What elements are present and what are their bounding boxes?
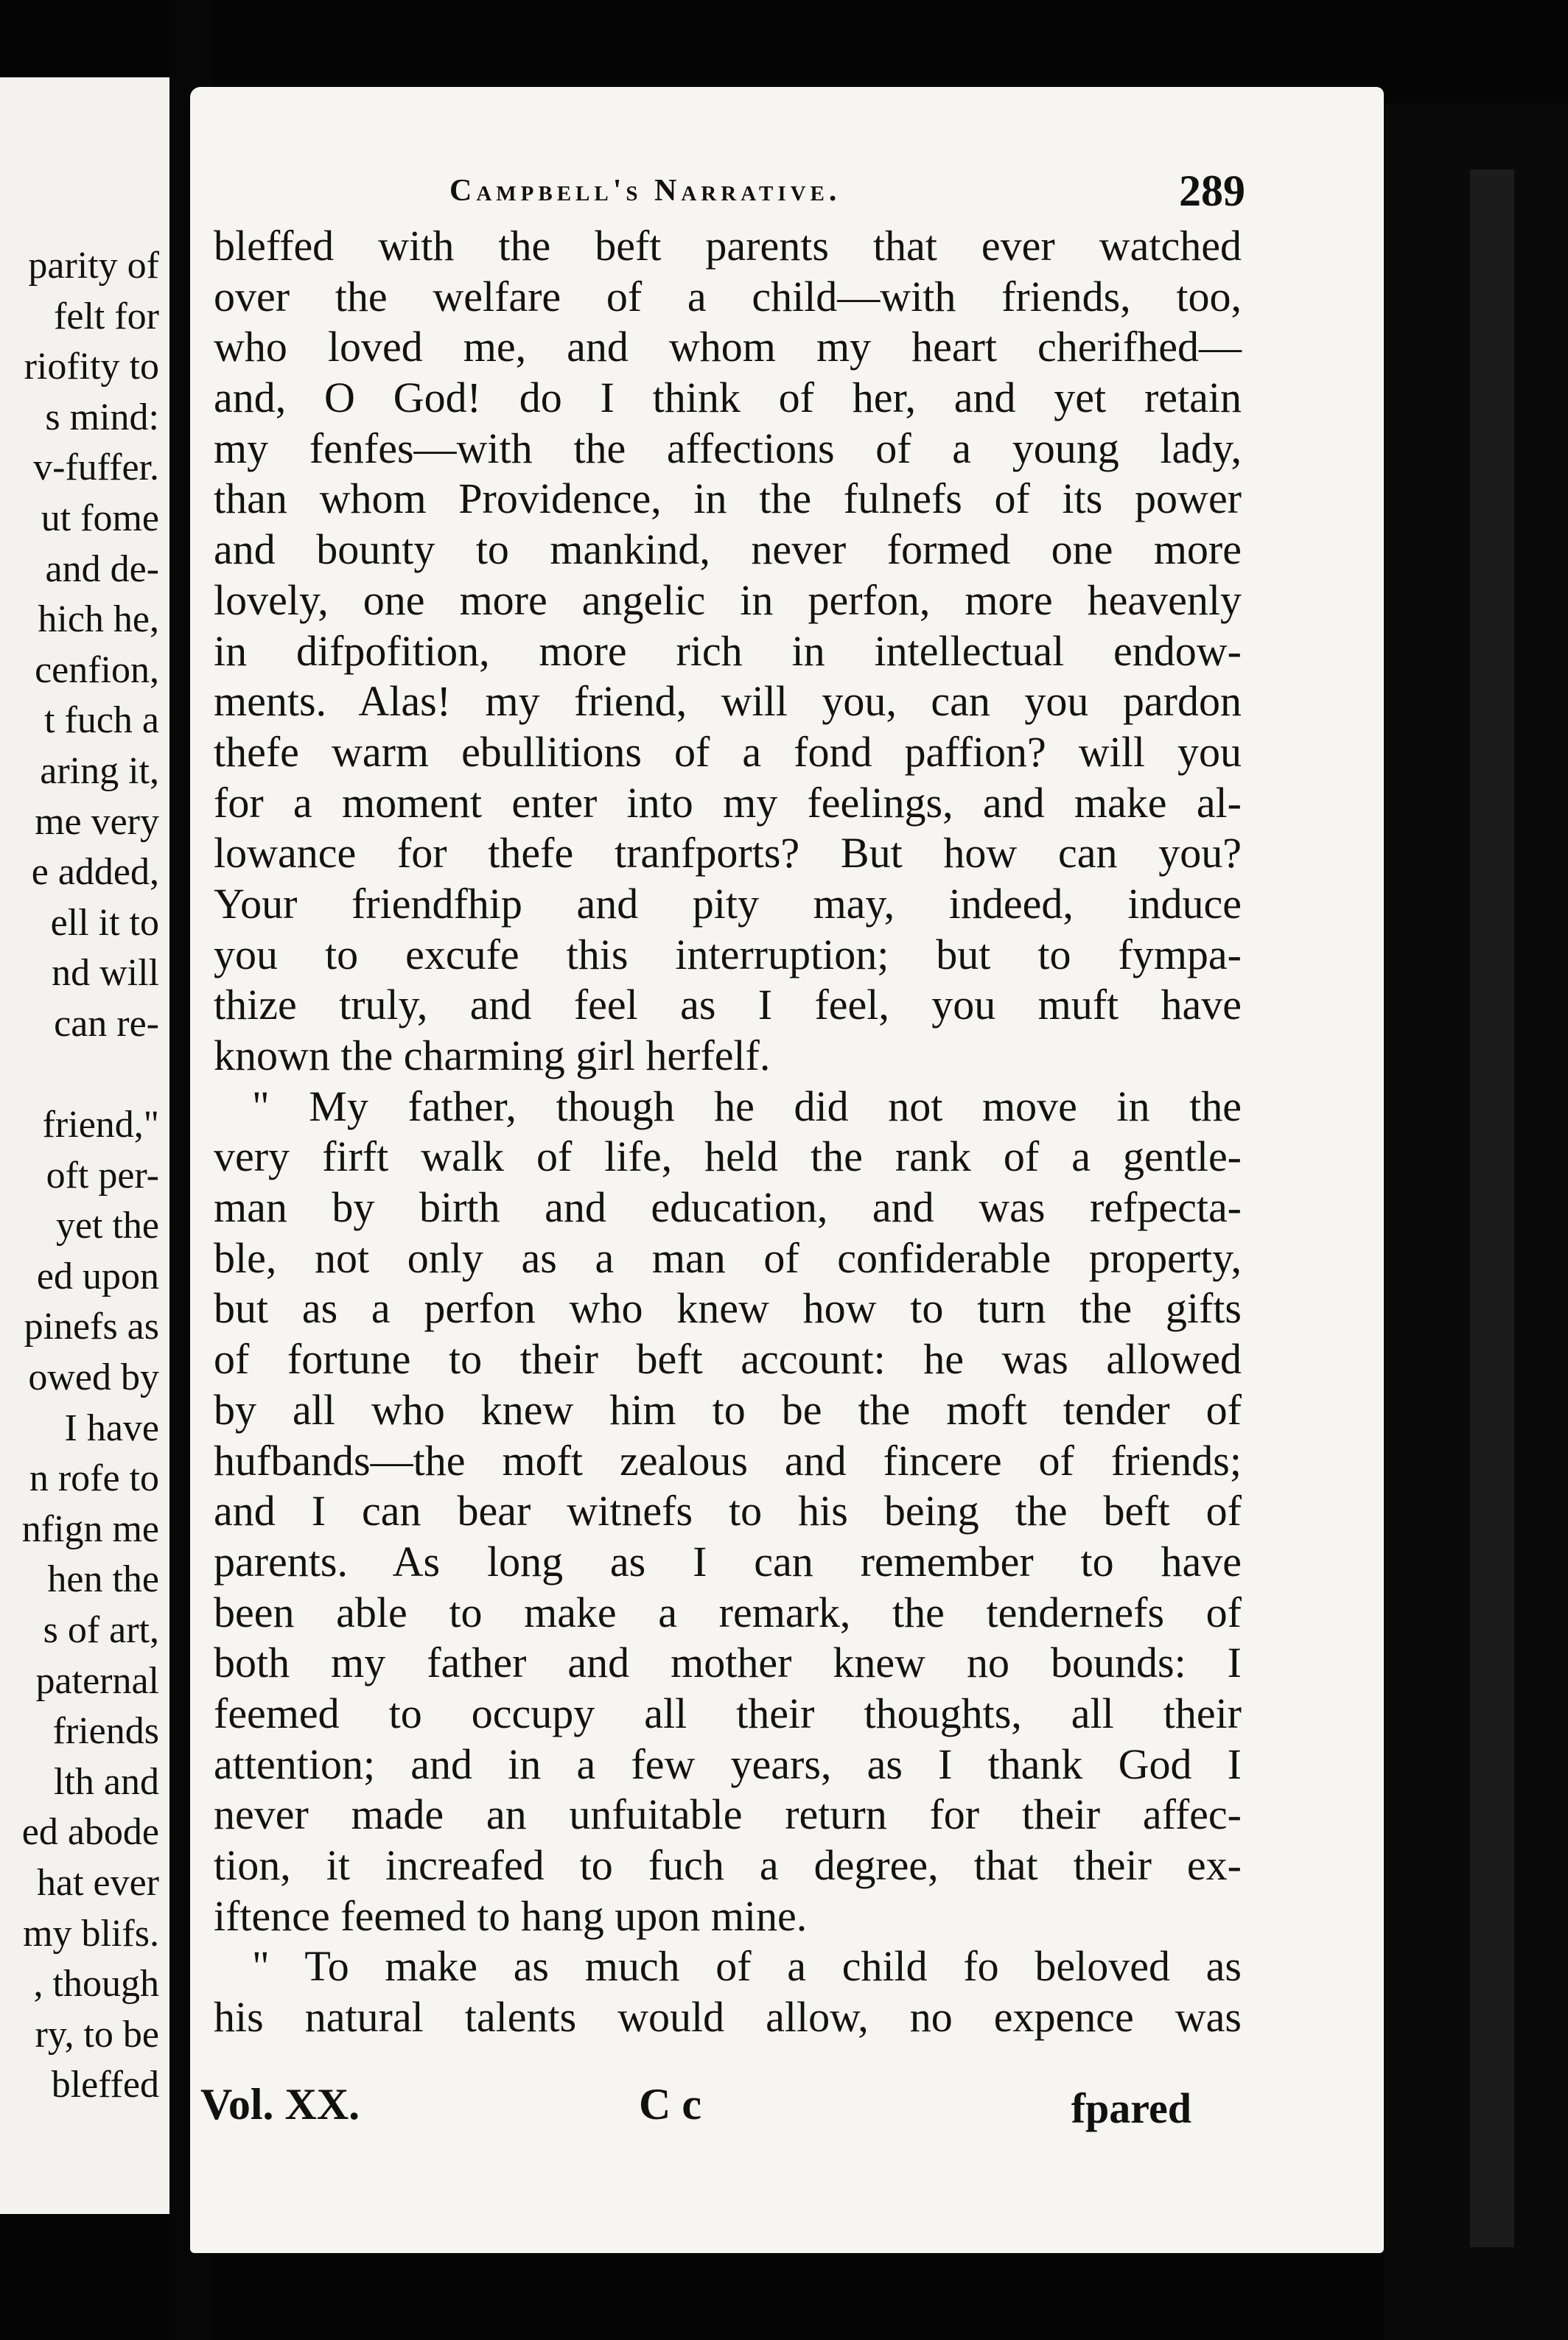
previous-page-line: felt for (54, 295, 159, 337)
previous-page-line: bleffed (51, 2064, 159, 2106)
previous-page-line: lth and (54, 1760, 159, 1803)
body-line: ble, not only as a man of confiderable property, (214, 1233, 1242, 1282)
previous-page-line: hen the (47, 1558, 159, 1601)
previous-page-line: hich he, (38, 598, 159, 641)
body-line: parents. As long as I can remember to have (214, 1537, 1242, 1586)
previous-page-line: e added, (31, 851, 159, 894)
body-line: lowance for thefe tranfports? But how can you? (214, 829, 1242, 878)
body-line: tion, it increafed to fuch a degree, that their ex- (214, 1841, 1242, 1889)
body-line: " My father, though he did not move in the (252, 1082, 1242, 1130)
previous-page-line: my blifs. (23, 1912, 159, 1955)
previous-page-line: parity of (28, 245, 159, 287)
previous-page-line: , though (33, 1963, 159, 2006)
body-line: you to excufe this interruption; but to fympa- (214, 930, 1242, 978)
body-line: attention; and in a few years, as I thank God I (214, 1740, 1242, 1788)
body-line: known the charming girl herfelf. (214, 1031, 771, 1079)
previous-page-line: t fuch a (44, 699, 159, 742)
page-body-text (214, 221, 1242, 2043)
body-line: but as a perfon who knew how to turn the gifts (214, 1284, 1242, 1333)
page-number: 289 (1179, 167, 1245, 215)
body-line: been able to make a remark, the tendernefs of (214, 1588, 1242, 1636)
body-line: never made an unfuitable return for their affec- (214, 1790, 1242, 1839)
body-line: and I can bear witnefs to his being the beft of (214, 1487, 1242, 1535)
previous-page-line: ed upon (36, 1255, 159, 1297)
body-line: feemed to occupy all their thoughts, all their (214, 1689, 1242, 1737)
previous-page-line: and de- (45, 547, 159, 590)
previous-page-line: pinefs as (24, 1306, 159, 1348)
body-line: hufbands—the moft zealous and fincere of friends; (214, 1436, 1242, 1485)
body-line: and bounty to mankind, never formed one more (214, 525, 1242, 574)
previous-page-line: ry, to be (35, 2013, 159, 2056)
body-line: than whom Providence, in the fulnefs of its power (214, 474, 1242, 523)
body-line: lovely, one more angelic in perfon, more heavenly (214, 575, 1242, 624)
running-head: Campbell's Narrative. (449, 174, 841, 208)
body-line: for a moment enter into my feelings, and make al- (214, 778, 1242, 827)
body-line: by all who knew him to be the moft tender of (214, 1385, 1242, 1434)
previous-page-line: aring it, (40, 749, 159, 792)
previous-page-line: paternal (35, 1659, 159, 1702)
body-line: ments. Alas! my friend, will you, can you pardon (214, 677, 1242, 726)
body-line: who loved me, and whom my heart cherifhed— (214, 323, 1242, 371)
previous-page-line: I have (64, 1407, 159, 1449)
body-line: over the welfare of a child—with friends, too, (214, 272, 1242, 320)
previous-page-line (0, 1050, 159, 1101)
body-line: thize truly, and feel as I feel, you muft have (214, 981, 1242, 1029)
body-line: bleffed with the beft parents that ever watched (214, 222, 1242, 270)
previous-page-line: owed by (28, 1356, 159, 1399)
previous-page-line: ut fome (41, 497, 159, 539)
catchword: fpared (1071, 2084, 1191, 2132)
previous-page-line: n rofe to (29, 1457, 159, 1500)
previous-page-line: riofity to (24, 346, 159, 388)
previous-page-fragment (0, 77, 169, 2214)
body-line: his natural talents would allow, no expence was (214, 1993, 1242, 2042)
body-line: and, O God! do I think of her, and yet retain (214, 374, 1242, 422)
previous-page-text (0, 241, 159, 2111)
previous-page-line: friend," (42, 1104, 159, 1146)
page-header (251, 166, 1245, 225)
next-page-edge (1470, 169, 1514, 2247)
page-footer (200, 2079, 1191, 2145)
volume-mark: Vol. XX. (200, 2080, 360, 2129)
body-line: very firft walk of life, held the rank of a gentle- (214, 1132, 1242, 1181)
previous-page-line: s of art, (43, 1609, 159, 1652)
previous-page-line: v-fuffer. (33, 446, 159, 489)
body-line: " To make as much of a child fo beloved as (252, 1942, 1242, 1991)
body-line: both my father and mother knew no bounds: I (214, 1639, 1242, 1687)
previous-page-line: me very (35, 800, 159, 843)
previous-page-line: oft per- (46, 1154, 159, 1197)
previous-page-line: yet the (55, 1205, 159, 1247)
previous-page-line: ell it to (50, 901, 159, 944)
previous-page-line: cenfion, (35, 648, 159, 691)
body-line: Your friendfhip and pity may, indeed, induce (214, 879, 1242, 928)
previous-page-line: hat ever (36, 1862, 159, 1904)
body-line: man by birth and education, and was refpecta- (214, 1183, 1242, 1232)
previous-page-line: nfign me (21, 1507, 159, 1550)
body-line: iftence feemed to hang upon mine. (214, 1891, 808, 1940)
body-line: of fortune to their beft account: he was allowed (214, 1335, 1242, 1384)
signature-mark: C c (639, 2080, 701, 2129)
previous-page-line: nd will (52, 952, 159, 995)
body-line: thefe warm ebullitions of a fond paffion? will you (214, 727, 1242, 776)
previous-page-line: can re- (54, 1002, 159, 1045)
body-line: my fenfes—with the affections of a young lady, (214, 424, 1242, 472)
previous-page-line: s mind: (45, 396, 159, 438)
body-line: in difpofition, more rich in intellectual endow- (214, 626, 1242, 675)
previous-page-line: ed abode (21, 1811, 159, 1854)
previous-page-line: friends (52, 1710, 159, 1753)
